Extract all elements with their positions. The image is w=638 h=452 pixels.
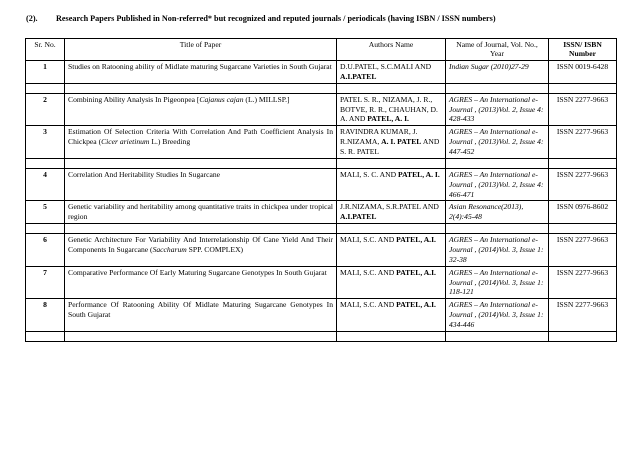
sr-no: 1 (26, 60, 65, 83)
paper-title: Comparative Performance Of Early Maturing Sugarcane Genotypes In South Gujarat (65, 266, 337, 299)
sr-no: 5 (26, 201, 65, 224)
paper-title (65, 93, 337, 126)
species-name: Cicer arietinum (101, 137, 150, 147)
author-highlight: PATEL, A.I. (396, 235, 436, 245)
journal: AGRES – An International e-Journal , (2013)Vol. 2, Issue 4: 447-452 (446, 126, 549, 159)
spacer-row (26, 224, 617, 234)
table-row (26, 299, 617, 332)
authors-text: RAVINDRA KUMAR, J. R.NIZAMA, (340, 127, 418, 147)
authors-text: MALI, S. C. AND (340, 169, 399, 179)
issn: ISSN 0976-8602 (549, 201, 617, 224)
author-highlight: A. I. PATEL (381, 137, 422, 147)
issn: ISSN 2277-9663 (549, 266, 617, 299)
sr-no: 4 (26, 168, 65, 201)
journal: Indian Sugar (2010)27-29 (446, 60, 549, 83)
title-text: (L.) MILLSP.] (243, 94, 290, 104)
table-row (26, 126, 617, 159)
journal: Asian Resonance(2013), 2(4):45-48 (446, 201, 549, 224)
header-title: Title of Paper (65, 39, 337, 61)
author-highlight: PATEL, A. I. (398, 169, 440, 179)
spacer-row (26, 331, 617, 341)
spacer-row (26, 83, 617, 93)
table-header-row (26, 39, 617, 61)
paper-title: Genetic variability and heritability among quantitative traits in chickpea under tropical region (65, 201, 337, 224)
title-text: Estimation Of Selection Criteria With Correlation And Path Coefficient Analysis In Chickpea ( (68, 127, 333, 147)
sr-no: 7 (26, 266, 65, 299)
authors-text: MALI, S.C. AND (340, 267, 397, 277)
author-highlight: PATEL, A.I. (396, 267, 436, 277)
table-row (26, 266, 617, 299)
sr-no: 3 (26, 126, 65, 159)
sr-no: 2 (26, 93, 65, 126)
journal: AGRES – An International e-Journal , (2014)Vol. 3, Issue 1: 434-446 (446, 299, 549, 332)
sr-no: 6 (26, 234, 65, 267)
journal: AGRES – An International e-Journal , (2013)Vol. 2, Issue 4: 428-433 (446, 93, 549, 126)
author-highlight: PATEL, A.I. (396, 300, 436, 310)
issn: ISSN 0019-6428 (549, 60, 617, 83)
journal: AGRES – An International e-Journal , (2013)Vol. 2, Issue 4: 466-471 (446, 168, 549, 201)
title-text: Combining Ability Analysis In Pigeonpea [ (68, 94, 200, 104)
table-row (26, 93, 617, 126)
spacer-row (26, 158, 617, 168)
author-highlight: A.I.PATEL (340, 71, 377, 81)
species-name: Cajanus cajan (199, 94, 244, 104)
authors-text: D.U.PATEL, S.C.MALI AND (340, 61, 432, 71)
table-row (26, 60, 617, 83)
authors-text: MALI, S.C. AND (340, 300, 397, 310)
issn: ISSN 2277-9663 (549, 126, 617, 159)
journal: AGRES – An International e-Journal , (2014)Vol. 3, Issue 1: 32-38 (446, 234, 549, 267)
author-highlight: A.I.PATEL (340, 212, 377, 222)
section-number: (2). (26, 14, 38, 23)
section-title: Research Papers Published in Non-referred* but recognized and reputed journals / periodicals (having ISBN / ISSN numbers) (56, 14, 496, 23)
paper-title: Correlation And Heritability Studies In Sugarcane (65, 168, 337, 201)
title-text: SPP. COMPLEX) (186, 245, 244, 254)
header-issn: ISSN/ ISBN Number (549, 39, 617, 61)
issn: ISSN 2277-9663 (549, 93, 617, 126)
authors-text: MALI, S.C. AND (340, 235, 397, 245)
authors-text: J.R.NIZAMA, S.R.PATEL AND (340, 202, 439, 212)
authors-text: PATEL S. R., NIZAMA, J. R., BOTVE, R. R., CHAUHAN, D. A. AND (340, 94, 438, 124)
authors (337, 266, 446, 299)
authors (337, 201, 446, 224)
authors (337, 93, 446, 126)
header-authors: Authors Name (337, 39, 446, 61)
table-row (26, 201, 617, 224)
paper-title (65, 234, 337, 267)
table-row (26, 234, 617, 267)
issn: ISSN 2277-9663 (549, 299, 617, 332)
author-highlight: PATEL, A. I. (367, 114, 409, 124)
journal: AGRES – An International e-Journal , (2014)Vol. 3, Issue 1: 118-121 (446, 266, 549, 299)
title-text: L.) Breeding (149, 137, 191, 147)
research-papers-table (25, 38, 617, 342)
issn: ISSN 2277-9663 (549, 234, 617, 267)
authors-text: AND S. R. PATEL (340, 137, 440, 156)
table-row (26, 168, 617, 201)
title-text: Genetic Architecture For Variability And Interrelationship Of Cane Yield And Their Components In Sugarcane ( (68, 235, 333, 254)
authors (337, 168, 446, 201)
section-heading (26, 14, 626, 23)
species-name: Saccharum (152, 245, 187, 254)
authors (337, 60, 446, 83)
header-sr-no: Sr. No. (26, 39, 65, 61)
authors (337, 126, 446, 159)
authors (337, 234, 446, 267)
sr-no: 8 (26, 299, 65, 332)
paper-title (65, 126, 337, 159)
authors (337, 299, 446, 332)
paper-title: Studies on Ratooning ability of Midlate maturing Sugarcane Varieties in South Gujarat (65, 60, 337, 83)
header-journal: Name of Journal, Vol. No., Year (446, 39, 549, 61)
issn: ISSN 2277-9663 (549, 168, 617, 201)
paper-title: Performance Of Ratooning Ability Of Midlate Maturing Sugarcane Genotypes In South Gujarat (65, 299, 337, 332)
